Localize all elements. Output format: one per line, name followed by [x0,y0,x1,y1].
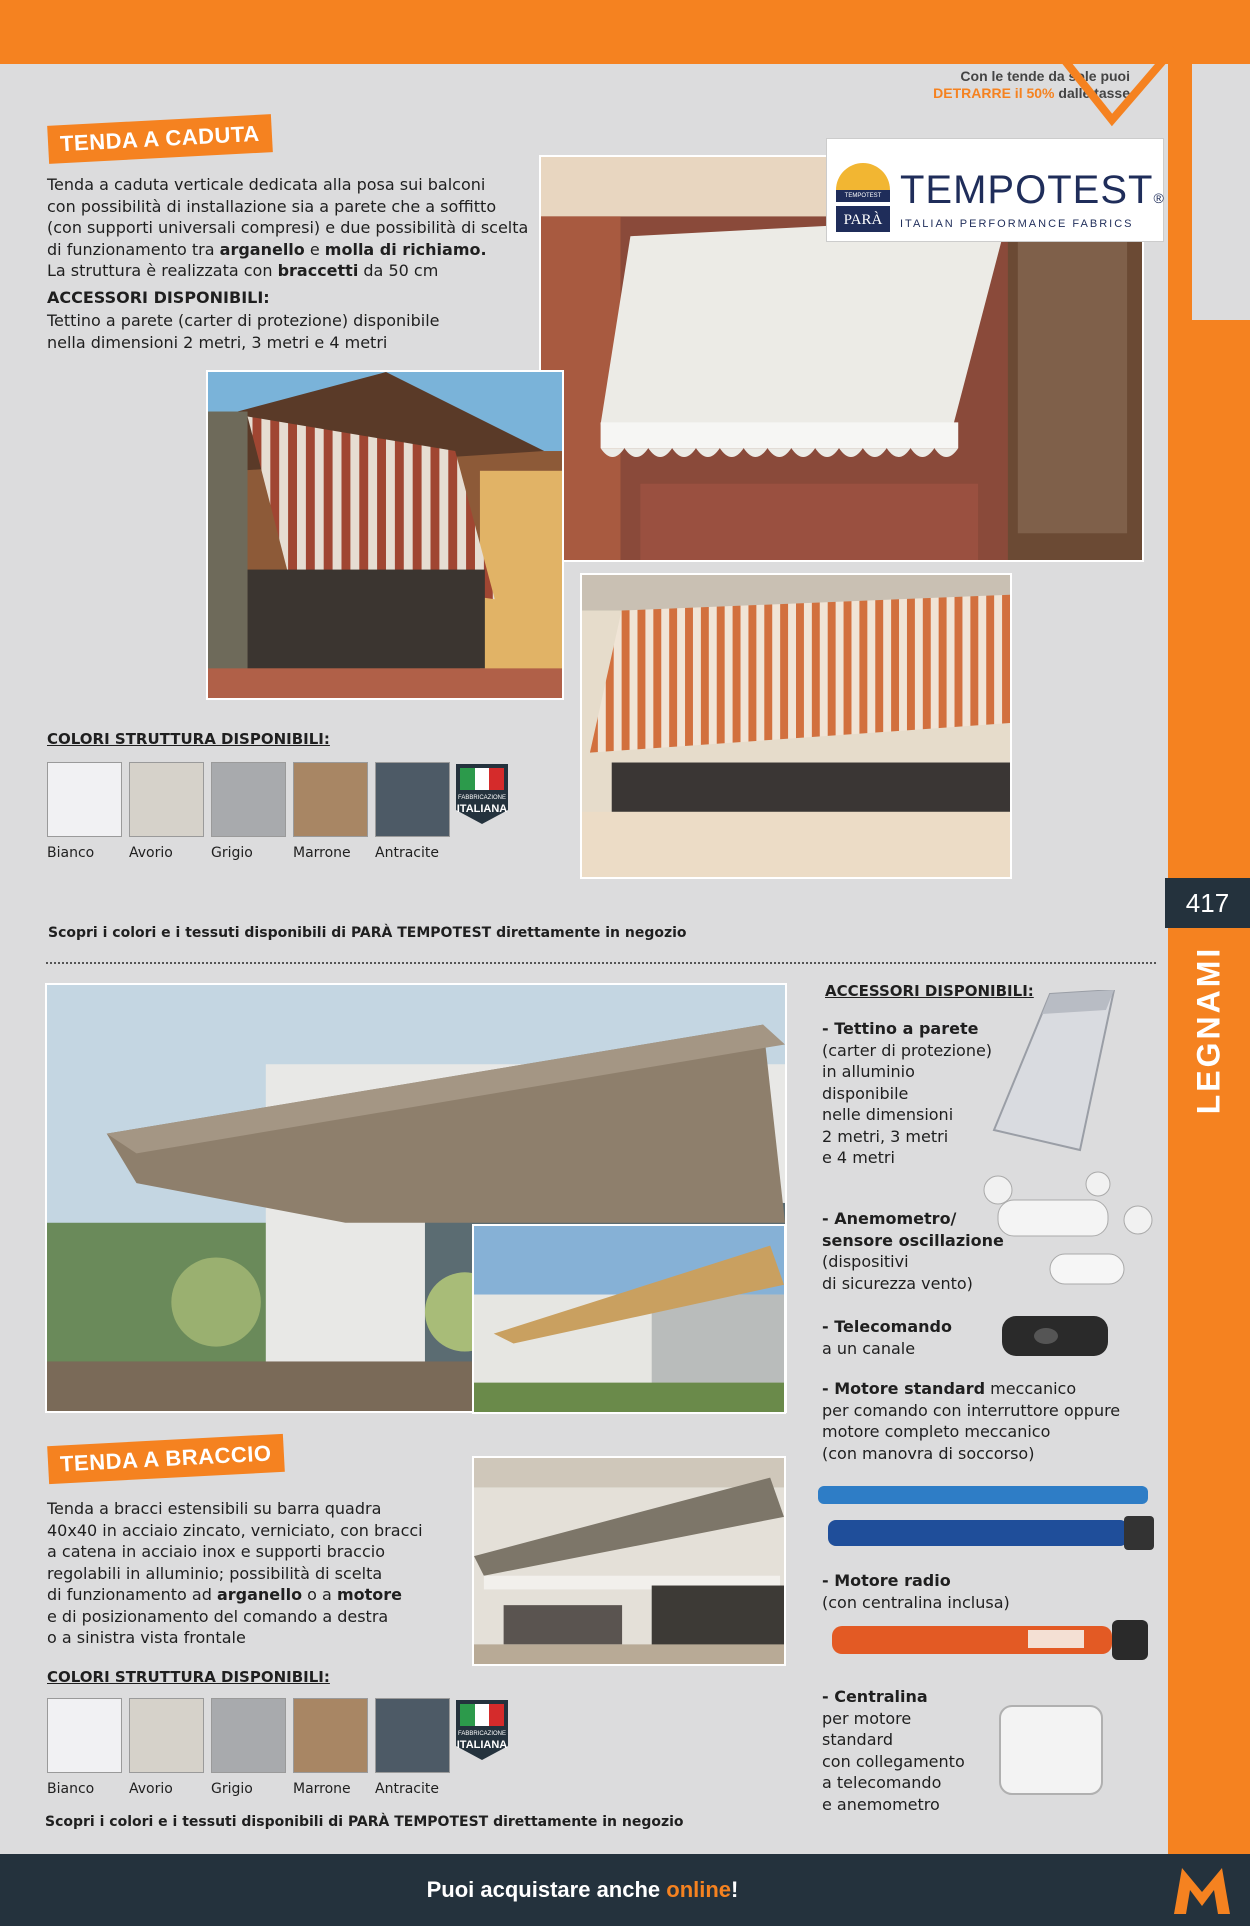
wall-canopy-product-icon [990,990,1120,1160]
section2-description-text: regolabili in alluminio; possibilità di scelta [47,1563,383,1583]
made-in-italy-text [456,793,508,815]
accessory-line [822,1338,1162,1360]
color-swatch-avorio [129,762,204,861]
section1-description-line [47,239,547,261]
accessory-text: disponibile [822,1083,909,1103]
photo-arm-awning-house [472,1224,786,1414]
section2-description-text: Tenda a bracci estensibili su barra quadra [47,1499,382,1518]
color-swatch-label: Marrone [293,845,351,861]
footer-online-link[interactable]: online [666,1877,732,1902]
color-swatch-antracite [375,762,450,861]
section1-accessory-line: nella dimensioni 2 metri, 3 metri e 4 metri [47,332,388,352]
section2-description-line [47,1627,467,1649]
anemometer-product-icon [968,1170,1160,1290]
section1-description-text: e [304,239,325,259]
side-category-label [1168,940,1250,1120]
brand-m-logo-icon [1172,1864,1232,1916]
accessory-text: con collegamento [822,1751,965,1771]
accessory-item [822,1378,1162,1464]
checkmark-icon [1050,46,1180,130]
tax-note-line2: dalle tasse [1054,85,1130,101]
section2-description-text: 40x40 in acciaio zincato, verniciato, con bracci [47,1520,423,1540]
section1-description-text: braccetti [277,261,359,280]
photo-arm-awning-patio [472,1456,786,1666]
accessory-line [822,1421,1162,1443]
brand-name [900,168,1165,213]
section1-accessory-line: Tettino a parete (carter di protezione) disponibile [47,311,440,330]
section1-description-line [47,217,547,239]
section1-description-text: molla di richiamo. [324,239,487,259]
section1-accessories-head: ACCESSORI DISPONIBILI: [47,288,270,307]
flag-line1: FABBRICAZIONE [457,1731,506,1737]
section1-description-text: Tenda a caduta verticale dedicata alla posa sui balconi [47,175,486,194]
section2-description-line [47,1520,467,1542]
color-swatch-label: Bianco [47,1781,95,1797]
accessory-line [822,1751,1162,1773]
color-swatch-box [211,1698,286,1773]
remote-control-product-icon [1000,1312,1110,1360]
section2-title: TENDA A BRACCIO [47,1434,284,1484]
photo-striped-awnings-balcony [580,573,1012,879]
accessory-text: per comando con interruttore oppure [822,1400,1121,1420]
accessory-text: - Motore radio [822,1571,951,1590]
section2-description-line [47,1498,467,1520]
brand-name-text: TEMPOTEST [900,168,1154,212]
section1-description-text: arganello [219,239,305,259]
color-swatch-antracite [375,1698,450,1797]
accessory-text: meccanico [985,1379,1077,1398]
color-swatch-box [293,1698,368,1773]
accessory-line [822,1400,1162,1422]
accessory-text: 2 metri, 3 metri [822,1126,949,1146]
accessory-text: standard [822,1730,893,1749]
accessory-text: (con manovra di soccorso) [822,1443,1035,1463]
color-swatch-label: Grigio [211,1781,253,1797]
accessory-item [822,1316,1162,1359]
brand-subtitle: ITALIAN PERFORMANCE FABRICS [900,218,1134,230]
accessory-line [822,1708,1162,1730]
section2-title-wrap [48,1440,284,1478]
accessory-text: di sicurezza vento) [822,1273,973,1293]
accessory-item [822,1686,1162,1815]
section1-description-line [47,260,547,282]
accessory-text: a un canale [822,1338,916,1358]
section1-description-text: (con supporti universali compresi) e due possibilità di scelta [47,218,529,237]
accessory-text: e anemometro [822,1794,940,1814]
brand-registered: ® [1153,190,1165,206]
section1-description-text: di funzionamento tra [47,239,220,259]
section1-colors-head: COLORI STRUTTURA DISPONIBILI: [47,730,330,748]
accessory-line [822,1378,1162,1400]
flag-line2: ITALIANA [456,1739,508,1751]
section1-description-line [47,174,547,196]
section2-description-line [47,1541,467,1563]
footer-text-end: ! [731,1877,739,1902]
para-emblem-text: PARÀ [843,212,883,228]
side-category-text: LEGNAMI [1190,945,1227,1115]
color-swatch-box [293,762,368,837]
right-notch [1192,64,1250,320]
color-swatch-label: Grigio [211,845,253,861]
color-swatch-marrone [293,762,368,861]
section1-swatches [47,762,450,861]
accessory-text: sensore oscillazione [822,1230,1004,1250]
photo-striped-awning-house [206,370,564,700]
color-swatch-box [47,1698,122,1773]
section2-colors-head: COLORI STRUTTURA DISPONIBILI: [47,1668,330,1686]
section2-description-text: motore [336,1585,402,1604]
accessory-line [822,1443,1162,1465]
control-unit-product-icon [996,1702,1106,1798]
section2-description [47,1498,467,1649]
color-swatch-label: Marrone [293,1781,351,1797]
section2-description-line [47,1606,467,1628]
section2-swatches [47,1698,450,1797]
accessory-line [822,1686,1162,1708]
section2-description-text: arganello [216,1585,303,1604]
accessory-line [822,1729,1162,1751]
accessory-text: - Anemometro/ [822,1209,957,1228]
color-swatch-label: Bianco [47,845,95,861]
section1-description-text: da 50 cm [358,261,439,280]
section2-description-text: o a sinistra vista frontale [47,1628,246,1647]
tempotest-emblem-text: TEMPOTEST [844,193,882,199]
section2-description-text: a catena in acciaio inox e supporti braccio [47,1542,385,1561]
accessory-text: nelle dimensioni [822,1105,954,1124]
accessory-line [822,1592,1162,1614]
color-swatch-bianco [47,762,122,861]
accessory-text: (carter di protezione) [822,1040,993,1060]
section1-description [47,174,547,282]
tax-note-highlight: DETRARRE il 50% [933,85,1055,101]
footer-text-main: Puoi acquistare anche [426,1877,667,1902]
section-divider [46,962,1156,964]
color-swatch-grigio [211,762,286,861]
accessory-line [822,1772,1162,1794]
color-swatch-label: Avorio [129,845,173,861]
radio-motor-product-icon [828,1616,1152,1664]
section2-accessories-head: ACCESSORI DISPONIBILI: [825,982,1034,1000]
flag-line2: ITALIANA [456,803,508,815]
accessory-text: e 4 metri [822,1148,895,1167]
accessory-text: (dispositivi [822,1252,909,1271]
accessory-text: - Motore standard [822,1379,986,1398]
section2-discover-note: Scopri i colori e i tessuti disponibili di PARÀ TEMPOTEST direttamente in negozio [45,1814,684,1830]
color-swatch-avorio [129,1698,204,1797]
color-swatch-box [211,762,286,837]
section1-title: TENDA A CADUTA [47,114,272,164]
section2-description-text: di funzionamento ad [47,1585,217,1604]
accessory-line [822,1794,1162,1816]
section1-discover-note: Scopri i colori e i tessuti disponibili di PARÀ TEMPOTEST direttamente in negozio [48,925,687,941]
standard-motor-product-icon [814,1480,1158,1554]
color-swatch-marrone [293,1698,368,1797]
color-swatch-label: Avorio [129,1781,173,1797]
accessory-line [822,1570,1162,1592]
flag-line1: FABBRICAZIONE [457,795,506,801]
color-swatch-label: Antracite [375,1781,439,1797]
section2-description-line [47,1584,467,1606]
section2-description-text: o a [302,1585,337,1604]
accessory-text: a telecomando [822,1773,942,1792]
accessory-text: - Tettino a parete [822,1019,979,1038]
section1-description-text: La struttura è realizzata con [47,261,278,280]
accessory-text: - Telecomando [822,1317,952,1336]
footer-text [0,1854,1165,1926]
color-swatch-box [129,762,204,837]
color-swatch-box [129,1698,204,1773]
section2-description-text: e di posizionamento del comando a destra [47,1606,389,1626]
made-in-italy-text [456,1729,508,1751]
accessory-line [822,1316,1162,1338]
color-swatch-grigio [211,1698,286,1797]
accessory-text: (con centralina inclusa) [822,1592,1010,1612]
accessory-item [822,1570,1162,1613]
section1-accessories [47,310,547,353]
color-swatch-box [375,762,450,837]
color-swatch-box [375,1698,450,1773]
color-swatch-box [47,762,122,837]
accessory-text: per motore [822,1708,912,1728]
accessory-text: in alluminio [822,1062,915,1081]
color-swatch-label: Antracite [375,845,439,861]
section1-title-wrap [48,120,272,158]
accessory-text: motore completo meccanico [822,1422,1051,1441]
section1-description-line [47,196,547,218]
tax-note-line1: Con le tende da sole puoi [960,68,1130,84]
section1-description-text: con possibilità di installazione sia a parete che a soffitto [47,196,497,216]
page-number: 417 [1165,878,1250,928]
color-swatch-bianco [47,1698,122,1797]
section2-description-line [47,1563,467,1585]
accessory-text: - Centralina [822,1687,928,1706]
